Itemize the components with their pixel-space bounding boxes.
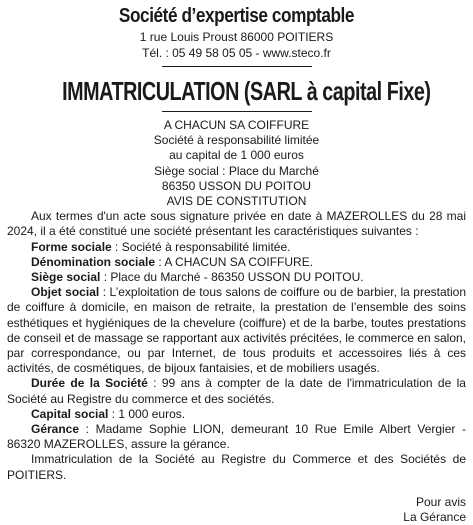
- company-block: [7, 118, 466, 209]
- objet-paragraph: [7, 285, 466, 376]
- capital-label: Capital social: [31, 406, 109, 421]
- siege-value: : Place du Marché - 86350 USSON DU POITOU.: [100, 270, 364, 285]
- firm-address: 1 rue Louis Proust 86000 POITIERS: [139, 30, 334, 44]
- gerance-paragraph: [7, 422, 466, 452]
- header-divider: [162, 66, 312, 67]
- notice-headline-wrap: [7, 75, 466, 112]
- firm-contact: Tél. : 05 49 58 05 05 - www.steco.fr: [142, 46, 331, 60]
- notice-headline: IMMATRICULATION (SARL à capital Fixe): [62, 76, 431, 106]
- duree-label: Durée de la Société: [31, 376, 148, 391]
- duree-value: : 99 ans à compter de la date de l'immatriculation de la Société au Registre du commerce et des sociétés.: [7, 376, 466, 406]
- objet-value: : L’exploitation de tous salons de coiffure ou de barbier, la prestation de coiffure à domicile, en maison de retraite, la prestation de l’ensemble des soins esthétiques et hygiéniques de la chevelure (coiffure) et de la barbe, toutes prestations de conseil et de massage se rapportant aux activités précitées, le commerce en salon, par correspondance, ou par Internet, de tous produits et accessoires liés à ces activités, de cosmétiques, de bijoux fantaisies, et de mobiliers usagés.: [7, 285, 466, 376]
- company-line: A CHACUN SA COIFFURE: [163, 118, 310, 132]
- capital-value: : 1 000 euros.: [108, 406, 186, 421]
- notice-body: [7, 209, 466, 483]
- company-line: Société à responsabilité limitée: [153, 133, 320, 148]
- objet-label: Objet social: [31, 285, 100, 300]
- company-line: 86350 USSON DU POITOU: [161, 178, 312, 193]
- company-line: Siège social : Place du Marché: [154, 163, 319, 178]
- immatriculation-paragraph: Immatriculation de la Société au Registre du Commerce et des Sociétés de POITIERS.: [7, 452, 466, 482]
- denomination-value: : A CHACUN SA COIFFURE.: [155, 254, 314, 269]
- company-line: au capital de 1 000 euros: [169, 148, 304, 163]
- siege-paragraph: [7, 270, 466, 285]
- siege-label: Siège social: [31, 270, 101, 285]
- firm-name: Société d’expertise comptable: [118, 5, 355, 27]
- duree-paragraph: [7, 376, 466, 406]
- forme-sociale-value: : Société à responsabilité limitée.: [111, 239, 291, 254]
- forme-sociale-paragraph: [7, 240, 466, 255]
- firm-header: [7, 0, 466, 67]
- forme-sociale-label: Forme sociale: [31, 239, 112, 254]
- headline-divider: [162, 111, 312, 112]
- denomination-label: Dénomination sociale: [31, 254, 156, 269]
- gerance-value: : Madame Sophie LION, demeurant 10 Rue Emile Albert Vergier - 86320 MAZEROLLES, assure la gérance.: [7, 422, 466, 452]
- intro-paragraph: Aux termes d'un acte sous signature privée en date à MAZEROLLES du 28 mai 2024, il a été constitué une société présentant les caractéristiques suivantes :: [7, 209, 466, 239]
- capital-paragraph: [7, 407, 466, 422]
- signature-line-2: La Gérance: [403, 510, 466, 525]
- denomination-paragraph: [7, 255, 466, 270]
- signature-block: [7, 495, 466, 525]
- company-line: AVIS DE CONSTITUTION: [166, 194, 307, 209]
- gerance-label: Gérance: [31, 422, 80, 437]
- signature-line-1: Pour avis: [415, 494, 466, 509]
